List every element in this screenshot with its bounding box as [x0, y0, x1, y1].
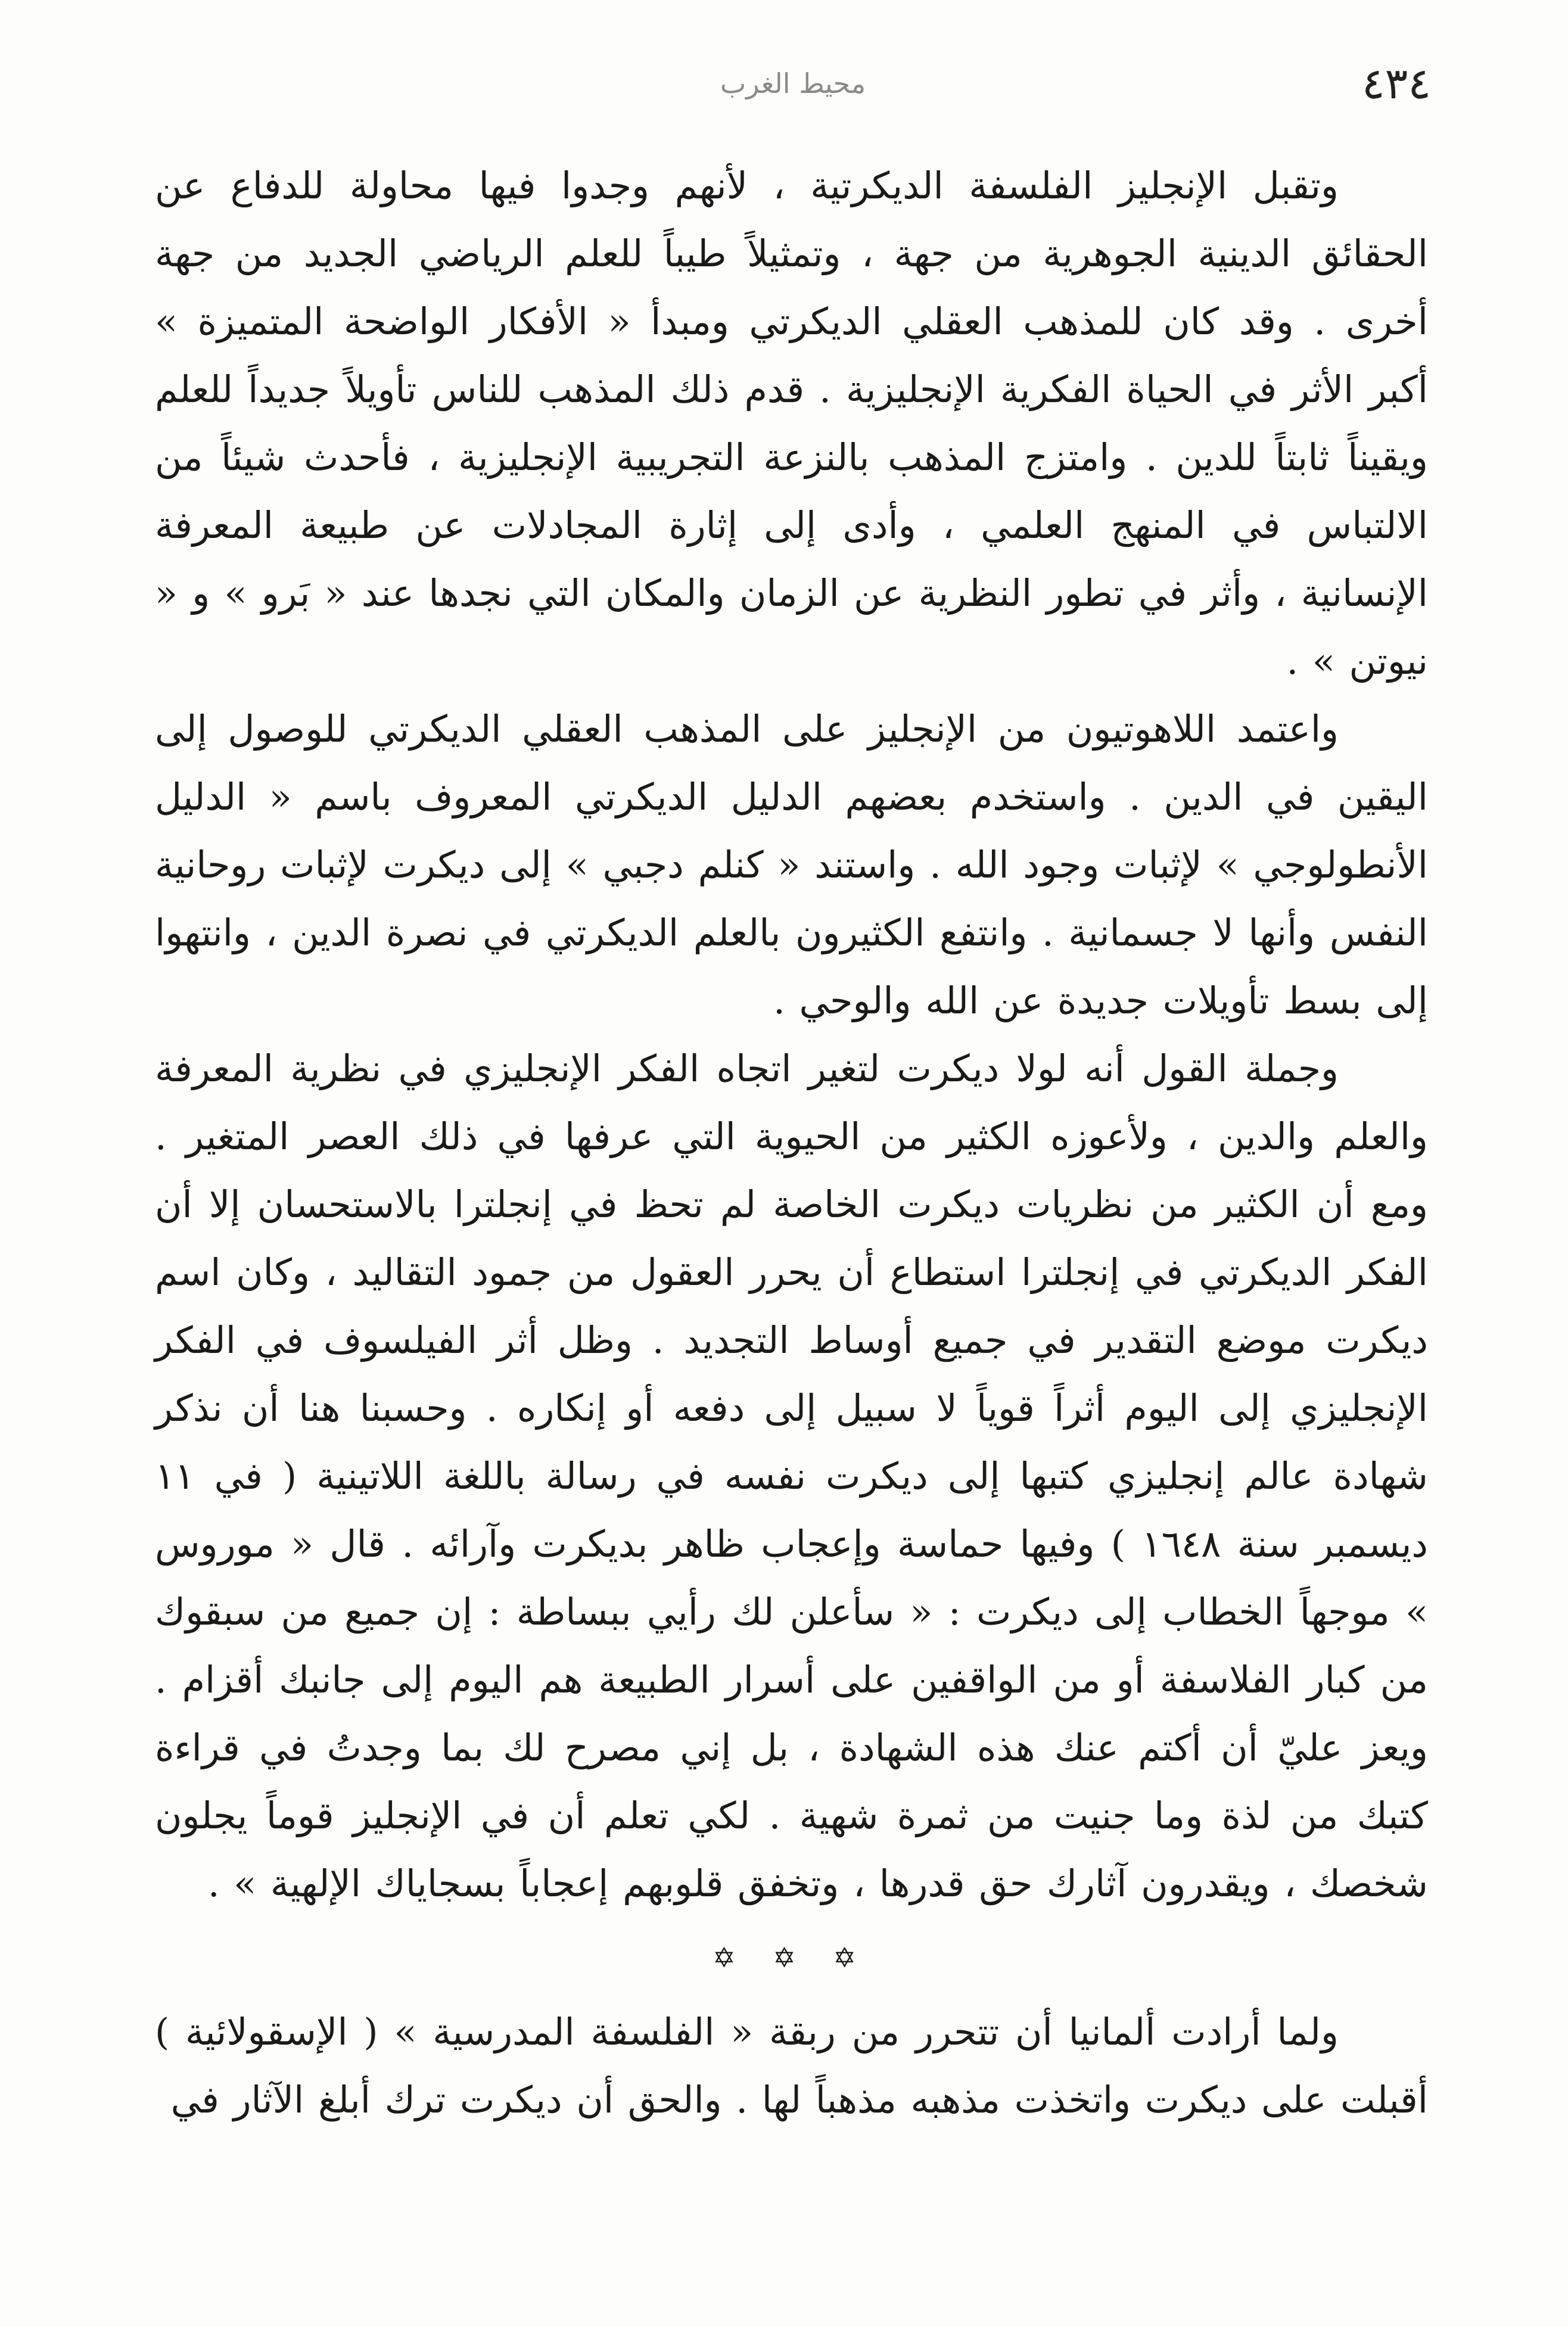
- paragraph-theologians: واعتمد اللاهوتيون من الإنجليز على المذهب العقلي الديكرتي للوصول إلى اليقين في الدين . واستخدم بعضهم الدليل الديكرتي المعروف باسم « الدليل الأنطولوجي » لإثبات وجود الله . واستند « كنلم دجبي » إلى ديكرت لإثبات روحانية النفس وأنها لا جسمانية . وانتفع الكثيرون بالعلم الديكرتي في نصرة الدين ، وانتهوا إلى بسط تأويلات جديدة عن الله والوحي .: [155, 707, 1428, 1022]
- section-separator: ✡ ✡ ✡: [713, 1942, 870, 1974]
- paragraph-germany: ولما أرادت ألمانيا أن تتحرر من ربقة « الفلسفة المدرسية » ( الإسقولائية ) أقبلت على ديكرت واتخذت مذهبه مذهباً لها . والحق أن ديكرت ترك أبلغ الآثار في: [155, 2010, 1428, 2121]
- body-text: [155, 152, 1428, 2134]
- page-number: ٤٣٤: [1361, 58, 1431, 108]
- running-header: [155, 57, 1431, 110]
- paragraph-summary-and-quote: وجملة القول أنه لولا ديكرت لتغير اتجاه الفكر الإنجليزي في نظرية المعرفة والعلم والدين ، ولأعوزه الكثير من الحيوية التي عرفها في ذلك العصر المتغير . ومع أن الكثير من نظريات ديكرت الخاصة لم تحظ في إنجلترا بالاستحسان إلا أن الفكر الديكرتي في إنجلترا استطاع أن يحرر العقول من جمود التقاليد ، وكان اسم ديكرت موضع التقدير في جميع أوساط التجديد . وظل أثر الفيلسوف في الفكر الإنجليزي إلى اليوم أثراً قوياً لا سبيل إلى دفعه أو إنكاره . وحسبنا هنا أن نذكر شهادة عالم إنجليزي كتبها إلى ديكرت نفسه في رسالة باللغة اللاتينية ( في ١١ ديسمبر سنة ١٦٤٨ ) وفيها حماسة وإعجاب ظاهر بديكرت وآرائه . قال « موروس » موجهاً الخطاب إلى ديكرت : « سأعلن لك رأيي ببساطة : إن جميع من سبقوك من كبار الفلاسفة أو من الواقفين على أسرار الطبيعة هم اليوم إلى جانبك أقزام . ويعز عليّ أن أكتم عنك هذه الشهادة ، بل إني مصرح لك بما وجدتُ في قراءة كتبك من لذة وما جنيت من ثمرة شهية . لكي تعلم أن في الإنجليز قوماً يجلون شخصك ، ويقدرون آثارك حق قدرها ، وتخفق قلوبهم إعجاباً بسجاياك الإلهية » .: [155, 1047, 1428, 1905]
- paragraph-english-reception: وتقبل الإنجليز الفلسفة الديكرتية ، لأنهم وجدوا فيها محاولة للدفاع عن الحقائق الدينية الجوهرية من جهة ، وتمثيلاً طيباً للعلم الرياضي الجديد من جهة أخرى . وقد كان للمذهب العقلي الديكرتي ومبدأ « الأفكار الواضحة المتميزة » أكبر الأثر في الحياة الفكرية الإنجليزية . قدم ذلك المذهب للناس تأويلاً جديداً للعلم ويقيناً ثابتاً للدين . وامتزج المذهب بالنزعة التجريبية الإنجليزية ، فأحدث شيئاً من الالتباس في المنهج العلمي ، وأدى إلى إثارة المجادلات عن طبيعة المعرفة الإنسانية ، وأثر في تطور النظرية عن الزمان والمكان التي نجدها عند « بَرو » و « نيوتن » .: [155, 164, 1428, 683]
- running-title: محيط الغرب: [720, 67, 866, 99]
